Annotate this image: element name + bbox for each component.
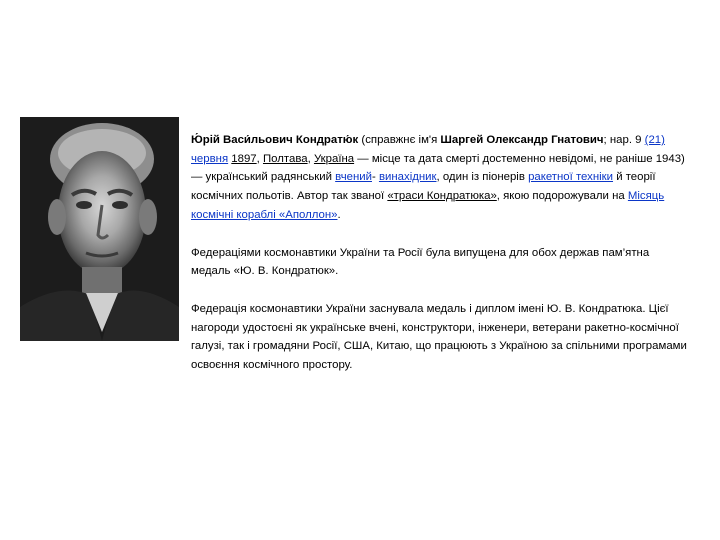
rocketry-link[interactable]: ракетної техніки xyxy=(528,171,614,184)
real-name: Шаргей Олександр Гнатович xyxy=(440,134,604,146)
separator: , xyxy=(307,152,311,165)
period: . xyxy=(337,208,341,221)
description-part-3: й теорії космічних польотів. Автор так званої xyxy=(191,171,656,203)
birth-prefix: ; нар. 9 xyxy=(603,134,642,146)
description-part-1: — місце та дата смерті достеменно невідомі, не раніше 1943) — український радянський xyxy=(191,152,685,184)
portrait-photo xyxy=(20,117,179,341)
article-text xyxy=(191,131,691,375)
real-name-intro: (справжнє ім'я xyxy=(361,134,438,146)
scientist-link[interactable]: вчений xyxy=(335,171,372,184)
city-link[interactable]: Полтава xyxy=(262,152,308,165)
description-part-2: , один із піонерів xyxy=(436,171,525,184)
description-part-4: , якою подорожували на xyxy=(496,190,625,203)
country-link[interactable]: Україна xyxy=(313,152,355,165)
diploma-paragraph: Федерація космонавтики України заснувала медаль і диплом імені Ю. В. Кондратюка. Цієї нагороди удостоєні як українське вчені, конструктори, інженери, ветерани ракетно-космічної галузі, так і громадяни Росії, США, Китаю, що працюють з Україною за спільними програмами освоєння космічного простору. xyxy=(191,302,687,372)
medal-paragraph: Федераціями космонавтики України та Росії була випущена для обох держав пам’ятна медаль «Ю. В. Кондратюк». xyxy=(191,246,650,278)
route-link[interactable]: «траси Кондратюка» xyxy=(387,190,497,203)
birth-date-link[interactable]: (21) червня xyxy=(191,134,665,165)
spaceships-link[interactable]: космічні кораблі «Аполлон» xyxy=(191,208,338,221)
person-name: Ю́рій Васи́льович Кондратю́к xyxy=(191,134,359,146)
year-link[interactable]: 1897 xyxy=(231,152,257,165)
inventor-link[interactable]: винахідник xyxy=(378,171,437,184)
intro-paragraph xyxy=(191,131,691,225)
hyphen: - xyxy=(371,171,376,184)
moon-link[interactable]: Місяць xyxy=(627,190,665,203)
separator: , xyxy=(256,152,260,165)
